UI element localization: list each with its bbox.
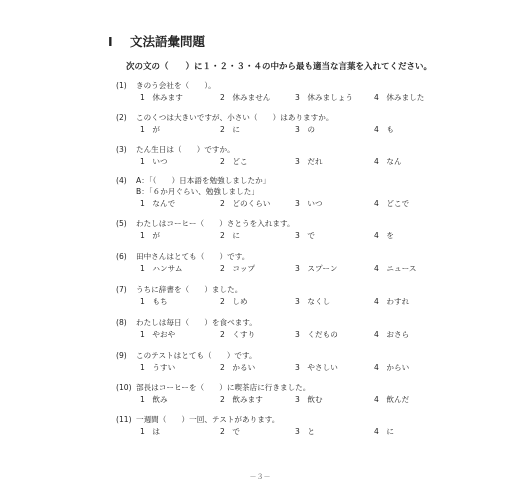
- question-number: (8): [116, 318, 127, 327]
- page-number: －３－: [249, 473, 271, 481]
- option-1: 1 いつ: [140, 157, 168, 166]
- option-2: 2 に: [220, 231, 241, 240]
- option-2: 2 かるい: [220, 363, 256, 372]
- option-4: 4 に: [374, 427, 395, 436]
- option-2: 2 休みません: [220, 93, 271, 102]
- option-4: 4 わすれ: [374, 297, 410, 306]
- question-stem: A：「（ ）日本語を勉強しましたか」: [136, 176, 271, 185]
- options-row: [140, 394, 480, 406]
- option-4: 4 ニュース: [374, 264, 417, 273]
- section-title: [108, 32, 205, 50]
- question-number: (4): [116, 176, 127, 185]
- option-3: 3 で: [295, 231, 316, 240]
- section-title-text: 文法語彙問題: [130, 34, 206, 49]
- question-stem: きのう会社を（ ）。: [136, 81, 216, 90]
- question-number: (5): [116, 219, 127, 228]
- option-1: 1 ハンサム: [140, 264, 183, 273]
- question-stem: このテストはとても（ ）です。: [136, 351, 257, 360]
- option-3: 3 くだもの: [295, 330, 338, 339]
- question-number: (10): [116, 383, 132, 392]
- option-3: 3 と: [295, 427, 316, 436]
- question-stem: 一週間（ ）一回、テストがあります。: [136, 415, 280, 424]
- options-row: [140, 230, 480, 242]
- option-2: 2 コップ: [220, 264, 256, 273]
- option-3: 3 スプーン: [295, 264, 338, 273]
- option-4: 4 なん: [374, 157, 402, 166]
- question-number: (2): [116, 113, 127, 122]
- question-number: (1): [116, 81, 127, 90]
- option-4: 4 飲んだ: [374, 395, 410, 404]
- question-stem: このくつは大きいですが、小さい（ ）はありますか。: [136, 113, 334, 122]
- instruction-text: 次の文の（ ）に１・２・３・４の中から最も適当な言葉を入れてください。: [126, 62, 433, 72]
- option-3: 3 なくし: [295, 297, 331, 306]
- question-stem-line-2: B：「６か月ぐらい、勉強しました」: [136, 187, 259, 196]
- option-4: 4 休みました: [374, 93, 425, 102]
- question-number: (7): [116, 285, 127, 294]
- option-2: 2 で: [220, 427, 241, 436]
- options-row: [140, 198, 480, 210]
- option-1: 1 飲み: [140, 395, 168, 404]
- option-4: 4 も: [374, 125, 395, 134]
- option-3: 3 の: [295, 125, 316, 134]
- options-row: [140, 156, 480, 168]
- option-2: 2 飲みます: [220, 395, 263, 404]
- question-number: (11): [116, 415, 132, 424]
- options-row: [140, 92, 480, 104]
- question-number: (9): [116, 351, 127, 360]
- option-1: 1 が: [140, 231, 161, 240]
- option-2: 2 くすり: [220, 330, 256, 339]
- option-4: 4 を: [374, 231, 395, 240]
- options-row: [140, 124, 480, 136]
- question-number: (3): [116, 145, 127, 154]
- option-3: 3 だれ: [295, 157, 323, 166]
- option-2: 2 どのくらい: [220, 199, 271, 208]
- option-3: 3 いつ: [295, 199, 323, 208]
- option-2: 2 どこ: [220, 157, 248, 166]
- option-4: 4 からい: [374, 363, 410, 372]
- option-1: 1 やおや: [140, 330, 176, 339]
- option-1: 1 なんで: [140, 199, 176, 208]
- section-number: I: [108, 34, 113, 49]
- option-3: 3 やさしい: [295, 363, 338, 372]
- option-1: 1 は: [140, 427, 161, 436]
- question-stem: 田中さんはとても（ ）です。: [136, 252, 250, 261]
- options-row: [140, 426, 480, 438]
- option-1: 1 うすい: [140, 363, 176, 372]
- question-stem: わたしは毎日（ ）を食べます。: [136, 318, 257, 327]
- option-2: 2 しめ: [220, 297, 248, 306]
- question-stem: 部長はコーヒーを（ ）に喫茶店に行きました。: [136, 383, 311, 392]
- question-stem: うちに辞書を（ ）ました。: [136, 285, 243, 294]
- options-row: [140, 329, 480, 341]
- option-1: 1 が: [140, 125, 161, 134]
- options-row: [140, 296, 480, 308]
- option-3: 3 休みましょう: [295, 93, 353, 102]
- question-number: (6): [116, 252, 127, 261]
- option-4: 4 おさら: [374, 330, 410, 339]
- question-stem: わたしはコーヒー（ ）さとうを入れます。: [136, 219, 295, 228]
- option-1: 1 もち: [140, 297, 168, 306]
- option-2: 2 に: [220, 125, 241, 134]
- question-stem: たん生日は（ ）ですか。: [136, 145, 235, 154]
- options-row: [140, 263, 480, 275]
- options-row: [140, 362, 480, 374]
- option-3: 3 飲む: [295, 395, 323, 404]
- option-1: 1 休みます: [140, 93, 183, 102]
- option-4: 4 どこで: [374, 199, 410, 208]
